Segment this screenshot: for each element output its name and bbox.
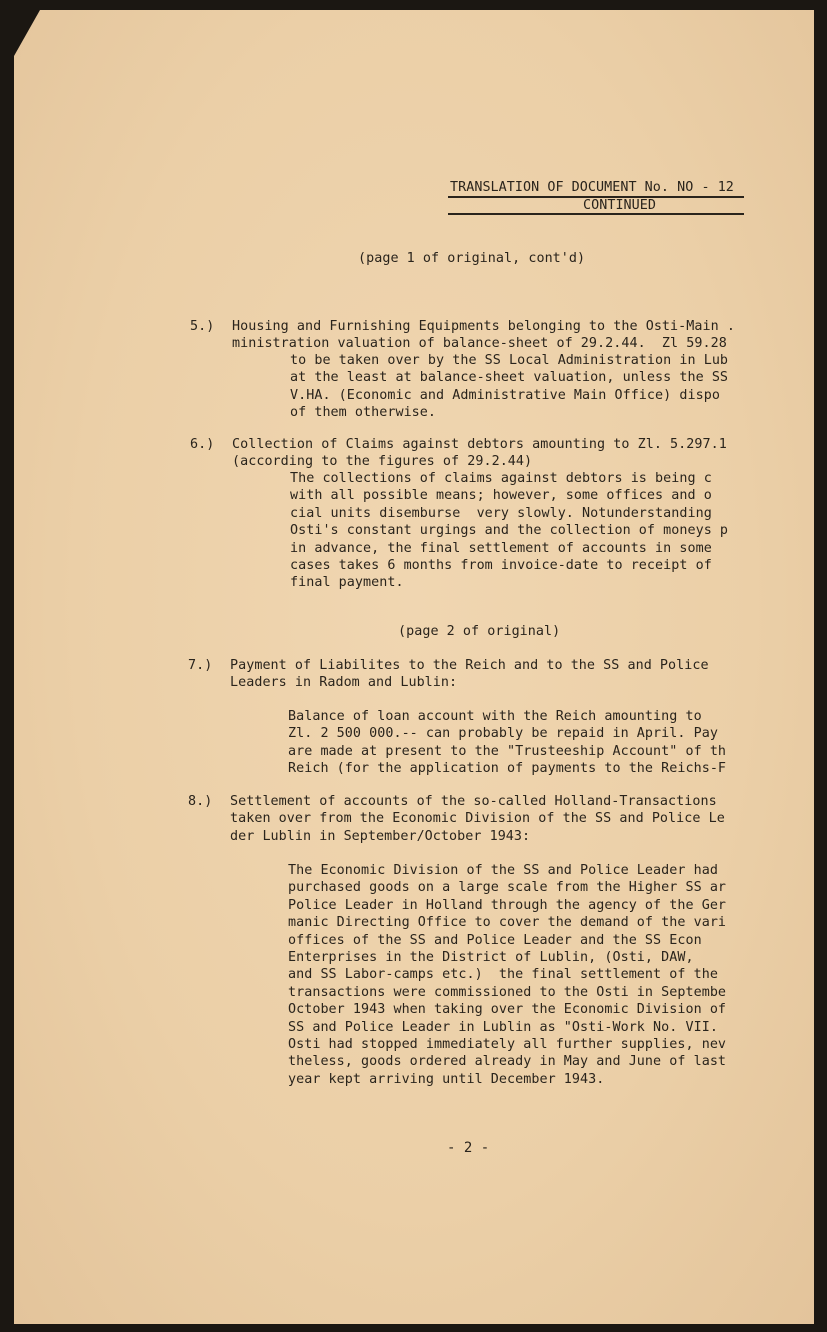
header-rule-bottom (448, 213, 744, 215)
document-title: TRANSLATION OF DOCUMENT No. NO - 12 (450, 180, 734, 195)
item-number-6: 6.) (190, 437, 215, 452)
item-8-body: The Economic Division of the SS and Police Leader had purchased goods on a large scale from the Higher SS ar Police Leader in Holland through the agency of the Ger manic Directing Office to cover the demand of the vari offices of the SS and Police Leader and the SS Econ Enterprises in the District of Lublin, (Osti, DAW, and SS Labor-camps etc.) the final settlement of the transactions were commissioned to the Osti in Septembe October 1943 when taking over the Economic Division of SS and Police Leader in Lublin as "Osti-Work No. VII. Osti had stopped immediately all further supplies, nev theless, goods ordered already in May and June of last year kept arriving until December 1943. (288, 863, 727, 1087)
item-number-5: 5.) (190, 319, 215, 334)
item-6-body: The collections of claims against debtors is being c with all possible means; however, some offices and o cial units disemburse very slowly. Notunderstanding Osti's constant urgings and the collection of moneys p in advance, the final settlement of accounts in some cases takes 6 months from invoice-date to receipt of final payment. (290, 471, 729, 591)
document-subtitle: CONTINUED (583, 198, 657, 213)
item-7-heading: Payment of Liabilites to the Reich and to the SS and Police Leaders in Radom and Lublin: (230, 658, 709, 691)
item-number-7: 7.) (188, 658, 213, 673)
item-number-8: 8.) (188, 794, 213, 809)
page-marker-original-2: (page 2 of original) (398, 624, 561, 639)
page-number: - 2 - (447, 1140, 490, 1156)
item-5-heading: Housing and Furnishing Equipments belonging to the Osti-Main . ministration valuation of balance-sheet of 29.2.44. Zl 59.28 (232, 319, 735, 352)
item-8-heading: Settlement of accounts of the so-called Holland-Transactions taken over from the Economic Division of the SS and Police Le der Lublin in September/October 1943: (230, 794, 725, 844)
torn-corner (14, 10, 40, 56)
item-6-heading: Collection of Claims against debtors amounting to Zl. 5.297.1 (according to the figures of 29.2.44) (232, 437, 727, 470)
page-marker-original-1: (page 1 of original, cont'd) (358, 251, 586, 266)
item-5-body: to be taken over by the SS Local Administration in Lub at the least at balance-sheet valuation, unless the SS V.HA. (Economic and Administrative Main Office) dispo of them otherwise. (290, 353, 729, 421)
item-7-body: Balance of loan account with the Reich amounting to Zl. 2 500 000.-- can probably be repaid in April. Pay are made at present to the "Trusteeship Account" of th Reich (for the application of payments to the Reichs-F (288, 709, 727, 777)
